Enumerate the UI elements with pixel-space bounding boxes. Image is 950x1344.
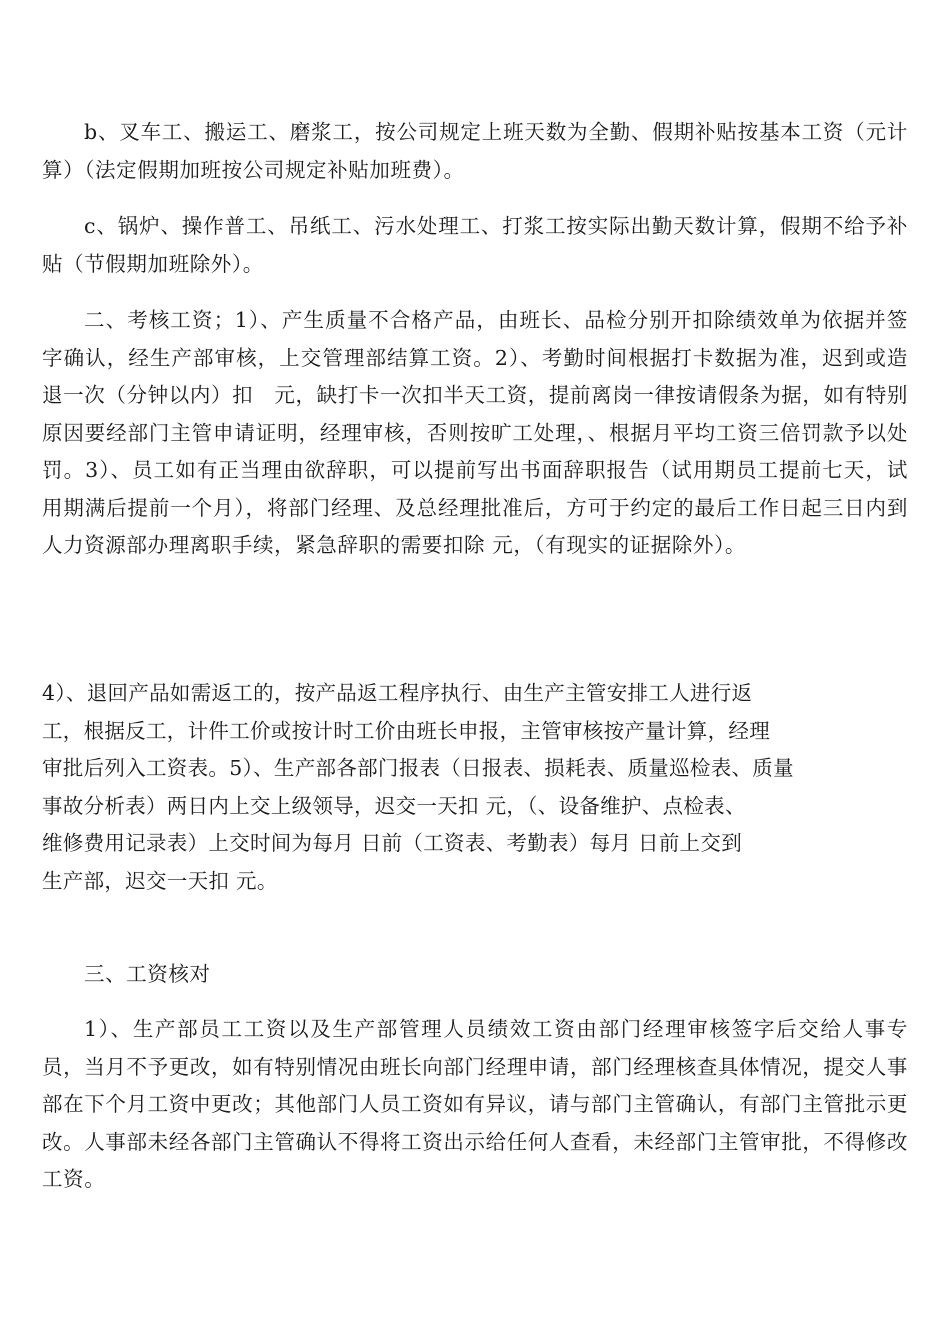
rework-line-4: 事故分析表）两日内上交上级领导，迟交一天扣 元，（、设备维护、点检表、 xyxy=(42,793,746,818)
section-heading-wage-verification: 三、工资核对 xyxy=(84,962,211,986)
paragraph-actual-attendance-boiler: c、锅炉、操作普工、吊纸工、污水处理工、打浆工按实际出勤天数计算，假期不给予补贴（节假期加班除外）。 xyxy=(42,214,908,276)
paragraph-full-attendance-forklift: b、叉车工、搬运工、磨浆工，按公司规定上班天数为全勤、假期补贴按基本工资（元计算）（法定假期加班按公司规定补贴加班费）。 xyxy=(42,120,908,182)
paragraph-rework-and-reports xyxy=(42,675,842,901)
rework-line-6: 生产部，迟交一天扣 元。 xyxy=(42,868,278,893)
paragraph-wage-verification: 1）、生产部员工工资以及生产部管理人员绩效工资由部门经理审核签字后交给人事专员，当月不予更改，如有特别情况由班长向部门经理申请，部门经理核查具体情况，提交人事部在下个月工资中更改；其他部门人员工资如有异议，请与部门主管确认，有部门主管批示更改。人事部未经各部门主管确认不得将工资出示给任何人查看，未经部门主管审批，不得修改工资。 xyxy=(42,1017,908,1191)
paragraph-assessment-wages: 二、考核工资；1）、产生质量不合格产品，由班长、品检分别开扣除绩效单为依据并签字确认，经生产部审核，上交管理部结算工资。2）、考勤时间根据打卡数据为准，迟到或造退一次（分钟以内）扣 元，缺打卡一次扣半天工资，提前离岗一律按请假条为据，如有特别原因要经部门主管申请证明，经理审核，否则按旷工处理，、根据月平均工资三倍罚款予以处罚。3）、员工如有正当理由欲辞职，可以提前写出书面辞职报告（试用期员工提前七天，试用期满后提前一个月），将部门经理、及总经理批准后，方可于约定的最后工作日起三日内到人力资源部办理离职手续，紧急辞职的需要扣除 元，（有现实的证据除外）。 xyxy=(42,308,908,557)
rework-line-2: 工，根据反工，计件工价或按计时工价由班长申报，主管审核按产量计算，经理 xyxy=(42,718,770,743)
rework-line-1: 4）、退回产品如需返工的，按产品返工程序执行、由生产主管安排工人进行返 xyxy=(42,681,753,705)
rework-line-3: 审批后列入工资表。5）、生产部各部门报表（日报表、损耗表、质量巡检表、质量 xyxy=(42,756,794,781)
rework-line-5: 维修费用记录表）上交时间为每月 日前（工资表、考勤表）每月 日前上交到 xyxy=(42,831,743,856)
